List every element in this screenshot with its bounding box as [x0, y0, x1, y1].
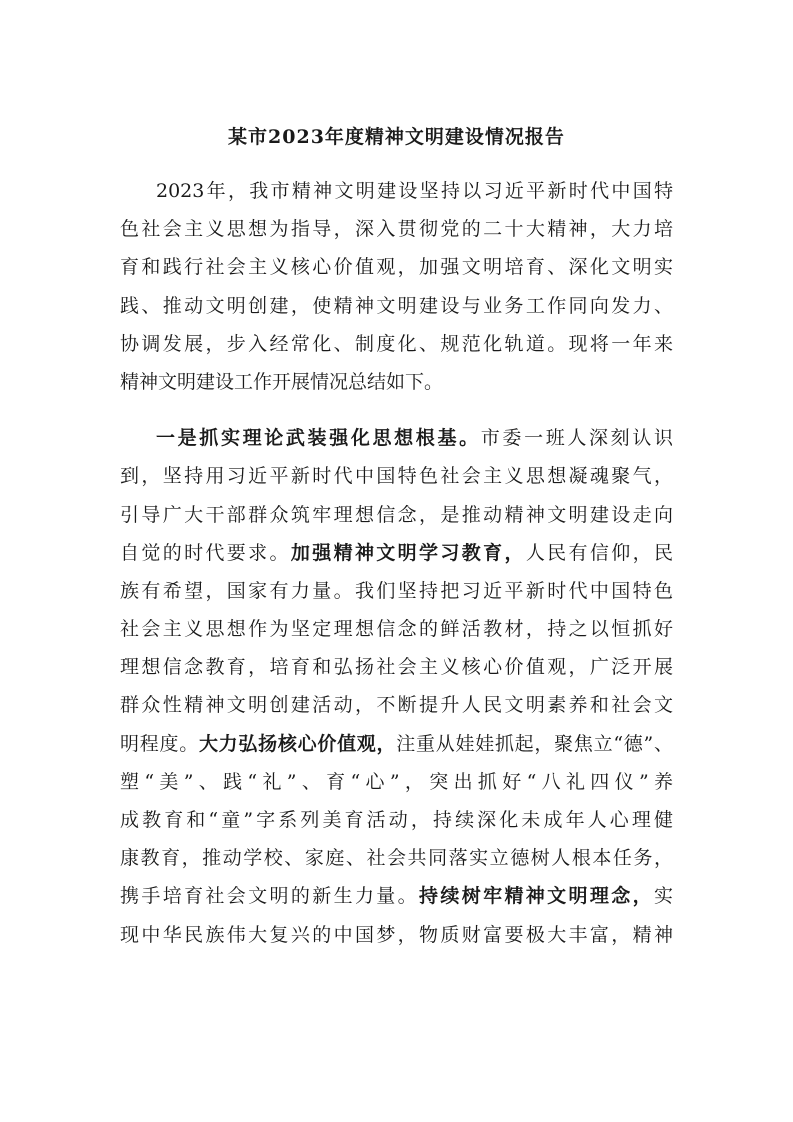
paragraph-2-line: 社会主义思想作为坚定理想信念的鲜活教材，持之以恒抓好	[120, 618, 673, 641]
paragraph-2-text: 自觉的时代要求。	[120, 541, 291, 564]
subheading-study-education: 加强精神文明学习教育，	[290, 541, 526, 564]
paragraph-2-text: 实	[653, 885, 673, 908]
paragraph-1-line: 育和践行社会主义核心价值观，加强文明培育、深化文明实	[120, 256, 673, 279]
paragraph-2-line	[120, 534, 673, 572]
paragraph-1-line: 践、推动文明创建，使精神文明建设与业务工作同向发力、	[120, 294, 673, 317]
paragraph-1-line: 色社会主义思想为指导，深入贯彻党的二十大精神，大力培	[120, 218, 673, 241]
paragraph-2-line: 引导广大干部群众筑牢理想信念，是推动精神文明建设走向	[120, 503, 673, 526]
paragraph-2-line: 族有希望，国家有力量。我们坚持把习近平新时代中国特色	[120, 579, 673, 602]
paragraph-2-line: 群众性精神文明创建活动，不断提升人民文明素养和社会文	[120, 694, 673, 717]
paragraph-2-text: 市委一班人深刻认识	[480, 427, 673, 450]
paragraph-2-text: 人民有信仰，民	[525, 541, 673, 564]
paragraph-2-line	[120, 419, 673, 457]
paragraph-2-line: 塑“美”、践“礼”、育“心”，突出抓好“八礼四仪”养	[120, 770, 673, 793]
section-heading-theory: 一是抓实理论武装强化思想根基。	[156, 427, 481, 450]
document-title: 某市2023年度精神文明建设情况报告	[228, 126, 565, 148]
paragraph-2-line	[120, 877, 673, 915]
paragraph-1-line: 协调发展，步入经常化、制度化、规范化轨道。现将一年来	[120, 332, 673, 355]
paragraph-1-line: 2023年，我市精神文明建设坚持以习近平新时代中国特	[156, 180, 673, 202]
paragraph-2-line	[120, 725, 673, 763]
paragraph-2-line: 现中华民族伟大复兴的中国梦，物质财富要极大丰富，精神	[120, 923, 673, 946]
paragraph-2-line: 到，坚持用习近平新时代中国特色社会主义思想凝魂聚气，	[120, 465, 673, 488]
subheading-core-values: 大力弘扬核心价值观，	[198, 732, 397, 755]
paragraph-2-text: 携手培育社会文明的新生力量。	[120, 885, 420, 908]
paragraph-2-line: 理想信念教育，培育和弘扬社会主义核心价值观，广泛开展	[120, 656, 673, 679]
paragraph-2-line: 康教育，推动学校、家庭、社会共同落实立德树人根本任务，	[120, 847, 673, 870]
paragraph-2-text: 注重从娃娃抓起，聚焦立“德”、	[396, 732, 673, 755]
document-body	[120, 172, 673, 954]
paragraph-2-text: 明程度。	[120, 732, 199, 755]
paragraph-gap	[120, 401, 673, 419]
subheading-civilization-concept: 持续树牢精神文明理念，	[419, 885, 654, 908]
paragraph-1-line: 精神文明建设工作开展情况总结如下。	[120, 370, 444, 393]
paragraph-2-line: 成教育和“童”字系列美育活动，持续深化未成年人心理健	[120, 809, 673, 831]
